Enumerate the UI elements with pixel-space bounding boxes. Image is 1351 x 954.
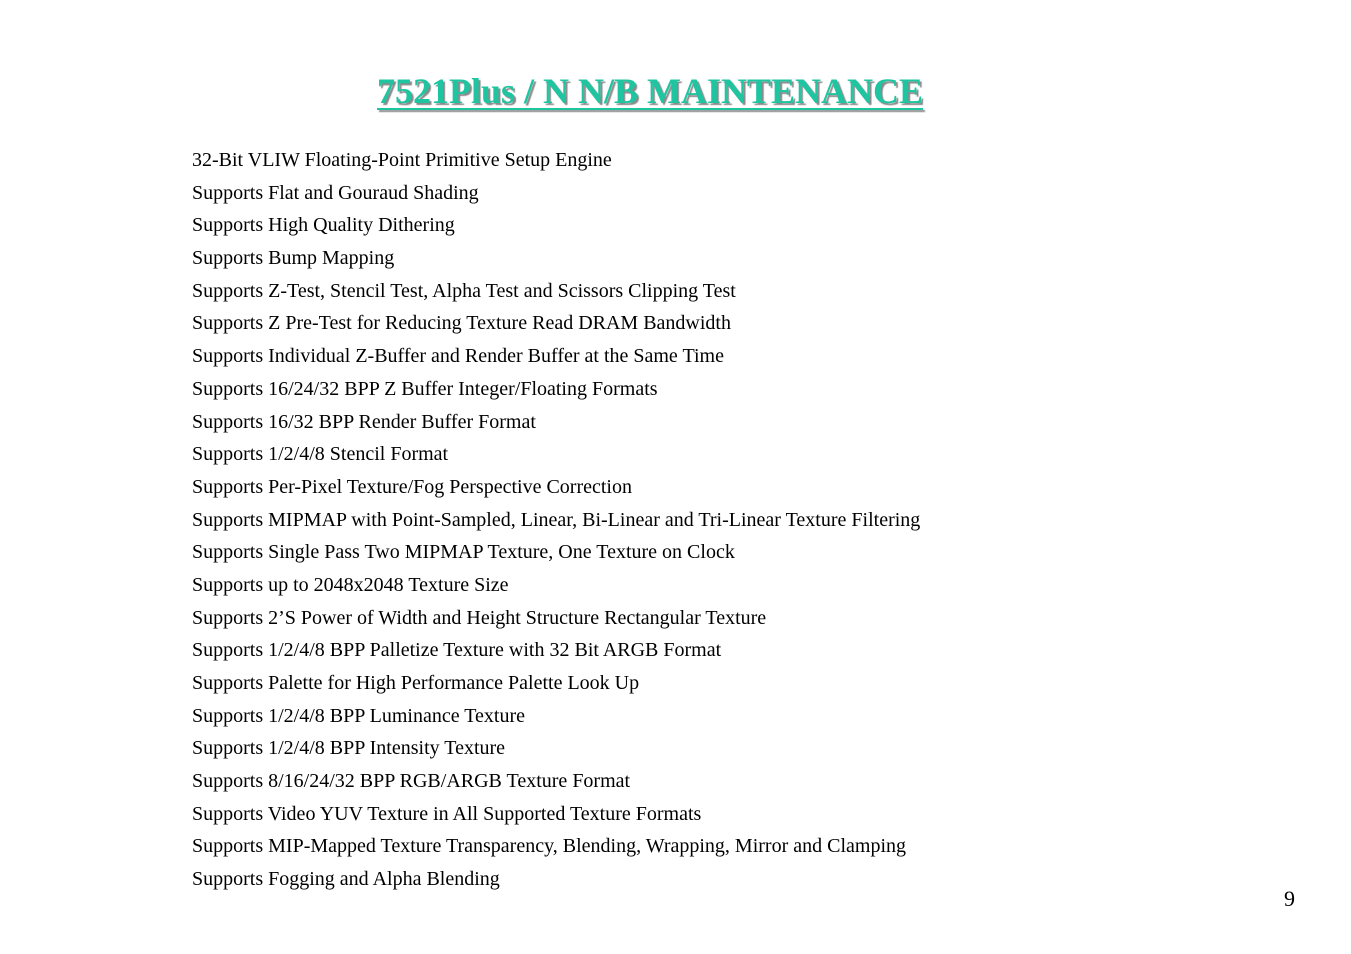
feature-item: Supports Z Pre-Test for Reducing Texture Read DRAM Bandwidth (192, 312, 731, 335)
feature-item: Supports Single Pass Two MIPMAP Texture, One Texture on Clock (192, 541, 735, 564)
feature-item: Supports Individual Z-Buffer and Render Buffer at the Same Time (192, 345, 724, 368)
feature-item: Supports Fogging and Alpha Blending (192, 868, 500, 891)
feature-item: Supports 1/2/4/8 Stencil Format (192, 443, 449, 466)
feature-item: Supports Flat and Gouraud Shading (192, 181, 479, 204)
feature-item: Supports Bump Mapping (192, 247, 395, 270)
feature-item: Supports 2’S Power of Width and Height Structure Rectangular Texture (192, 606, 767, 629)
feature-item: Supports 1/2/4/8 BPP Luminance Texture (192, 704, 526, 727)
feature-item: Supports 16/32 BPP Render Buffer Format (192, 410, 536, 433)
feature-item: Supports Z-Test, Stencil Test, Alpha Test and Scissors Clipping Test (192, 279, 736, 302)
feature-item: Supports 1/2/4/8 BPP Palletize Texture with 32 Bit ARGB Format (192, 639, 722, 662)
feature-item: Supports Palette for High Performance Palette Look Up (192, 672, 640, 694)
feature-item: Supports up to 2048x2048 Texture Size (192, 573, 509, 596)
feature-item: Supports 16/24/32 BPP Z Buffer Integer/Floating Formats (192, 377, 658, 400)
feature-item: 32-Bit VLIW Floating-Point Primitive Setup Engine (192, 149, 612, 171)
feature-item: Supports Video YUV Texture in All Supported Texture Formats (192, 802, 702, 825)
feature-item: Supports High Quality Dithering (192, 214, 455, 237)
feature-item: Supports 8/16/24/32 BPP RGB/ARGB Texture Format (192, 770, 631, 793)
feature-item: Supports MIPMAP with Point-Sampled, Linear, Bi-Linear and Tri-Linear Texture Filtering (192, 508, 921, 531)
feature-list (192, 144, 920, 896)
page-number: 9 (1284, 886, 1295, 911)
feature-item: Supports MIP-Mapped Texture Transparency, Blending, Wrapping, Mirror and Clamping (192, 835, 907, 858)
page-title: 7521Plus / N N/B MAINTENANCE (376, 71, 924, 111)
feature-item: Supports Per-Pixel Texture/Fog Perspective Correction (192, 475, 632, 498)
feature-item: Supports 1/2/4/8 BPP Intensity Texture (192, 737, 506, 760)
